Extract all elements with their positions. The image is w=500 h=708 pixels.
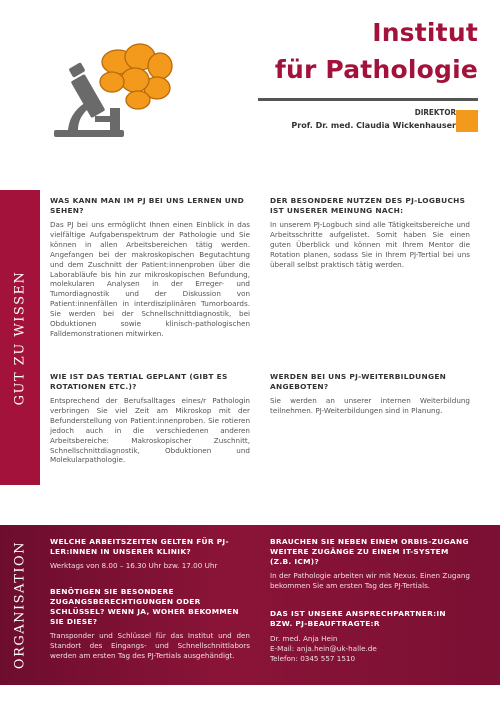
gut-q3 (50, 372, 250, 465)
org-q2-body: Transponder und Schlüssel für das Institut und den Standort des Eingangs- und Schnellschnittlabors werden am ersten Tag des PJ-Tertials ausgehändigt. (50, 631, 250, 660)
org-q2 (50, 587, 250, 661)
institute-title-line1: Institut (372, 18, 478, 47)
org-q2-heading: BENÖTIGEN SIE BESONDERE ZUGANGSBERECHTIGUNGEN ODER SCHLÜSSEL? WENN JA, WOHER BEKOMMEN SIE DIESE? (50, 587, 239, 626)
org-q1 (50, 537, 250, 571)
gut-q4-heading: WERDEN BEI UNS PJ-WEITERBILDUNGEN ANGEBOTEN? (270, 372, 447, 391)
gut-q1-body: Das PJ bei uns ermöglicht Ihnen einen Einblick in das vielfältige Aufgabenspektrum der Pathologie und Sie können in allen Arbeitsbereichen tätig werden. Angefangen bei der makroskopischen Begutachtung und dem Zuschnitt der Patient:innenproben über die Laborabläufe bis hin zur mikroskopischen Befundung, molekularen Analysen in der Erreger- und Tumordiagnostik und der Diskussion von Patient:innenfällen in interdisziplinären Tumorboards. Sie werden bei der Schnellschnittdiagnostik, bei Obduktionen sowie klinisch-pathologischen Falldemonstrationen mitwirken. (50, 220, 250, 338)
logo (40, 30, 190, 140)
director-name: Prof. Dr. med. Claudia Wickenhauser (291, 121, 456, 130)
gut-q1-heading: WAS KANN MAN IM PJ BEI UNS LERNEN UND SEHEN? (50, 196, 245, 215)
institute-title-line2: für Pathologie (274, 55, 478, 84)
org-q1-body: Werktags von 8.00 – 16.30 Uhr bzw. 17.00 Uhr (50, 561, 218, 570)
org-q3-heading: BRAUCHEN SIE NEBEN EINEM ORBIS-ZUGANG WEITERE ZUGÄNGE ZU EINEM IT-SYSTEM (Z.B. ICM)? (270, 537, 469, 566)
gut-q3-body: Entsprechend der Berufsalltages eines/r Pathologin verbringen Sie viel Zeit am Mikroskop mit der Befunderstellung von Patient:innenproben. Sie rotieren jedoch auch in die verschiedenen anderen Arbeitsbereiche: Makroskopischer Zuschnitt, Schnellschnittdiagnostik, Obduktionen und Molekularpathologie. (50, 396, 250, 465)
gut-q2-heading: DER BESONDERE NUTZEN DES PJ-LOGBUCHS IST UNSERER MEINUNG NACH: (270, 196, 466, 215)
contact-name: Dr. med. Anja Hein (270, 634, 338, 643)
contact-phone: Telefon: 0345 557 1510 (270, 653, 356, 663)
director-label: DIREKTOR (414, 108, 456, 117)
gut-q4 (270, 372, 470, 416)
org-q4 (270, 609, 470, 664)
microscope-brain-icon (40, 30, 190, 140)
header-divider (258, 98, 478, 101)
org-q1-heading: WELCHE ARBEITSZEITEN GELTEN FÜR PJ-LER:INNEN IN UNSERER KLINIK? (50, 537, 229, 556)
gut-q4-body: Sie werden an unserer internen Weiterbildung teilnehmen. PJ-Weiterbildungen sind in Planung. (270, 396, 470, 415)
tab-gut-zu-wissen-label: GUT ZU WISSEN (12, 270, 28, 405)
gut-q3-heading: WIE IST DAS TERTIAL GEPLANT (GIBT ES ROTATIONEN ETC.)? (50, 372, 228, 391)
gut-q2-body: In unserem PJ-Logbuch sind alle Tätigkeitsbereiche und Arbeitsschritte aufgelistet. Somit haben Sie einen guten Überblick und können mit Ihrem Mentor die Rotation planen, sodass Sie in Ihrem PJ-Tertial bei uns überall selbst praktisch tätig werden. (270, 220, 470, 269)
gut-q2 (270, 196, 470, 270)
tab-organisation (0, 525, 40, 685)
org-q4-heading: DAS IST UNSERE ANSPRECHPARTNER:IN BZW. PJ-BEAUFTRAGTE:R (270, 609, 446, 628)
tab-gut-zu-wissen (0, 190, 40, 485)
contact-email[interactable]: E-Mail: anja.hein@uk-halle.de (270, 643, 377, 653)
org-q3 (270, 537, 470, 591)
accent-square (456, 110, 478, 132)
tab-organisation-label: ORGANISATION (12, 540, 28, 670)
org-q3-body: In der Pathologie arbeiten wir mit Nexus. Einen Zugang bekommen Sie am ersten Tag des PJ-Tertials. (270, 571, 470, 590)
gut-q1 (50, 196, 250, 339)
